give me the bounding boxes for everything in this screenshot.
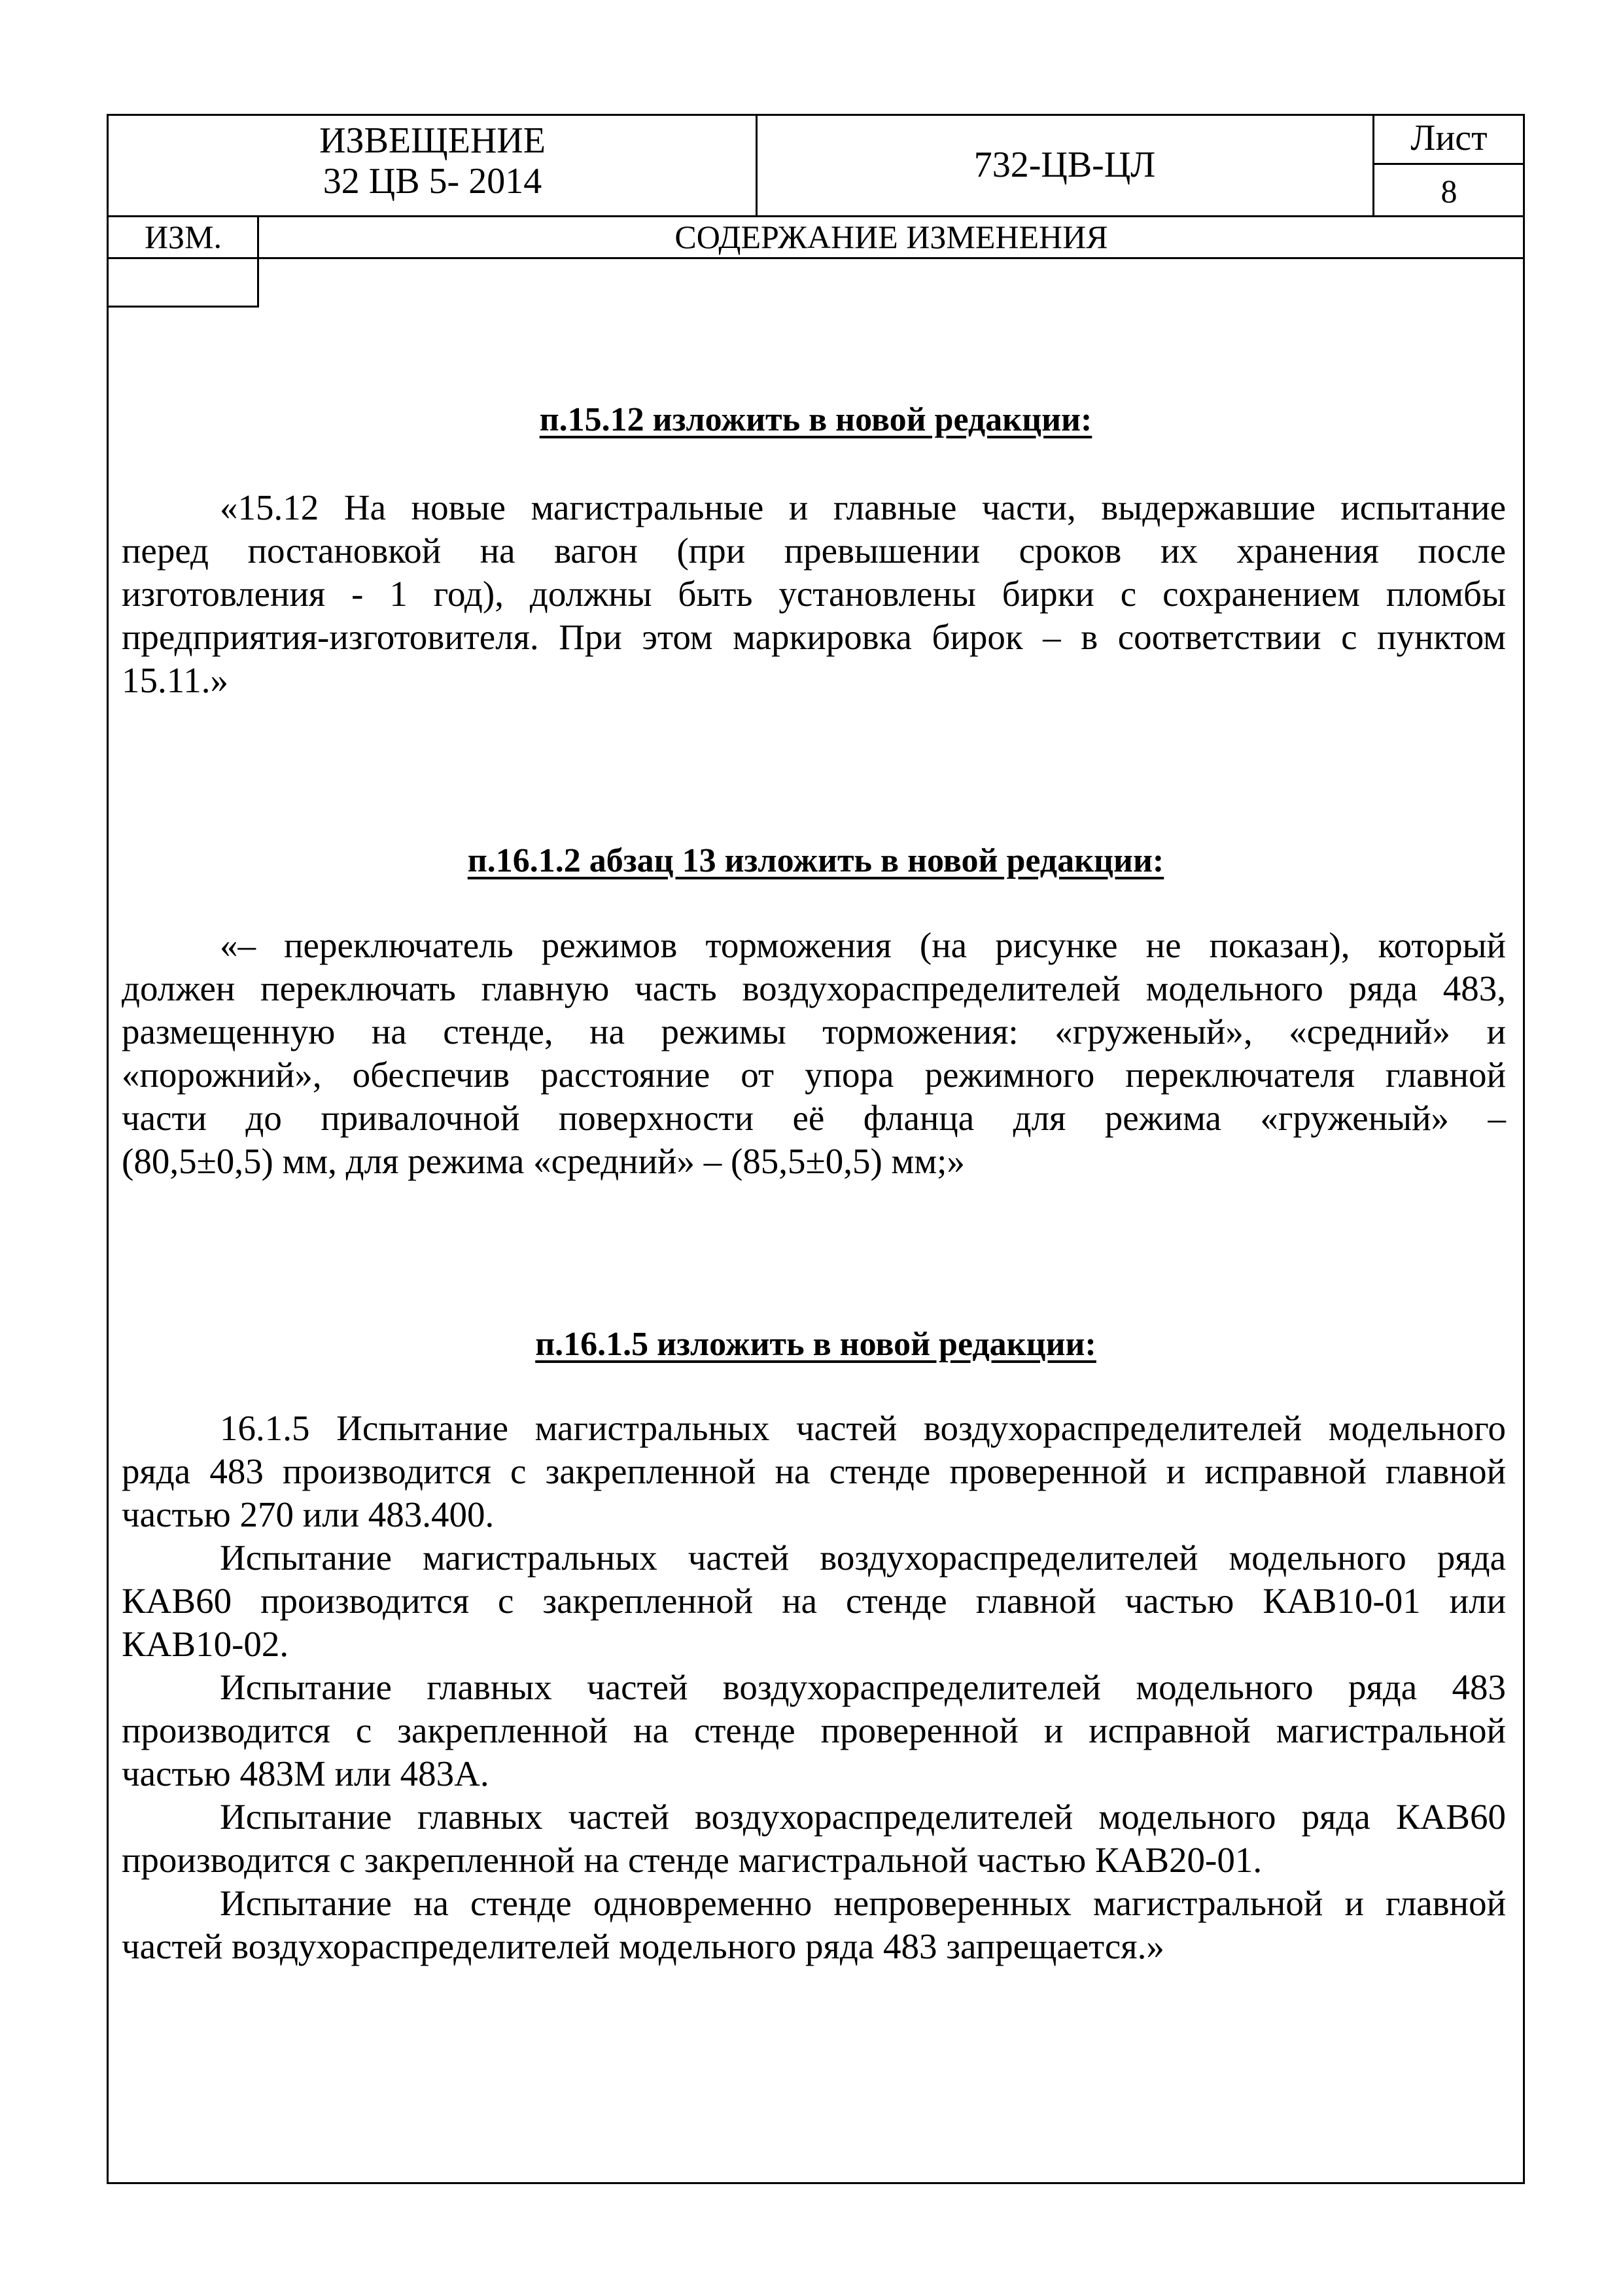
text-line: предприятия-изготовителя. При этом маркировка бирок – в соответствии с пунктом <box>122 617 1506 657</box>
text-line: производится с закрепленной на стенде проверенной и исправной магистральной <box>122 1710 1506 1750</box>
izm-cell-bottom <box>107 306 259 308</box>
text-line: перед постановкой на вагон (при превышении сроков их хранения после <box>122 531 1506 571</box>
text-line: Испытание главных частей воздухораспределителей модельного ряда КАВ60 <box>220 1797 1506 1837</box>
section-heading-16-1-5: п.16.1.5 изложить в новой редакции: <box>535 1326 1096 1363</box>
text-line: 15.11.» <box>122 660 228 700</box>
text-line: производится с закрепленной на стенде магистральной частью КАВ20-01. <box>122 1840 1263 1880</box>
text-line: должен переключать главную часть воздухораспределителей модельного ряда 483, <box>122 968 1506 1008</box>
text-line: частью 483М или 483А. <box>122 1754 489 1793</box>
text-line: ряда 483 производится с закрепленной на стенде проверенной и исправной главной <box>122 1451 1506 1491</box>
header-bottom-line <box>107 215 1525 217</box>
sheet-label: Лист <box>1410 118 1488 158</box>
text-line: Испытание магистральных частей воздухораспределителей модельного ряда <box>220 1538 1506 1578</box>
section-heading-15-12: п.15.12 изложить в новой редакции: <box>539 401 1092 438</box>
sheet-number: 8 <box>1440 173 1457 209</box>
section-body-15-12 <box>122 486 1506 702</box>
section-body-16-1-5 <box>122 1407 1506 1968</box>
text-line: 16.1.5 Испытание магистральных частей воздухораспределителей модельного <box>220 1408 1506 1448</box>
notice-title <box>109 120 756 202</box>
text-line: размещенную на стенде, на режимы торможения: «груженый», «средний» и <box>122 1012 1506 1051</box>
text-line: «порожний», обеспечив расстояние от упора режимного переключателя главной <box>122 1055 1506 1095</box>
text-line: «15.12 На новые магистральные и главные части, выдержавшие испытание <box>220 487 1506 527</box>
change-number-label: ИЗМ. <box>144 219 222 255</box>
notice-title-line2: 32 ЦВ 5- 2014 <box>323 161 542 202</box>
text-line: КАВ60 производится с закрепленной на стенде главной частью КАВ10-01 или <box>122 1581 1506 1621</box>
subheader-bottom-line <box>107 257 1525 259</box>
notice-title-line1: ИЗВЕЩЕНИЕ <box>319 120 546 161</box>
section-heading-16-1-2: п.16.1.2 абзац 13 изложить в новой редакции: <box>467 842 1164 879</box>
text-line: частью 270 или 483.400. <box>122 1494 495 1534</box>
text-line: Испытание главных частей воздухораспределителей модельного ряда 483 <box>220 1667 1506 1707</box>
text-line: Испытание на стенде одновременно непроверенных магистральной и главной <box>220 1883 1506 1923</box>
text-line: изготовления - 1 год), должны быть установлены бирки с сохранением пломбы <box>122 574 1506 614</box>
text-line: части до привалочной поверхности её фланца для режима «груженый» – <box>122 1098 1506 1138</box>
text-line: частей воздухораспределителей модельного ряда 483 запрещается.» <box>122 1926 1164 1966</box>
text-line: «– переключатель режимов торможения (на рисунке не показан), который <box>220 925 1506 965</box>
sheet-divider <box>1372 163 1525 165</box>
text-line: КАВ10-02. <box>122 1624 289 1664</box>
change-content-label: СОДЕРЖАНИЕ ИЗМЕНЕНИЯ <box>674 219 1108 255</box>
text-line: (80,5±0,5) мм, для режима «средний» – (85,5±0,5) мм;» <box>122 1141 965 1181</box>
section-body-16-1-2 <box>122 924 1506 1183</box>
document-code: 732-ЦВ-ЦЛ <box>973 145 1156 185</box>
